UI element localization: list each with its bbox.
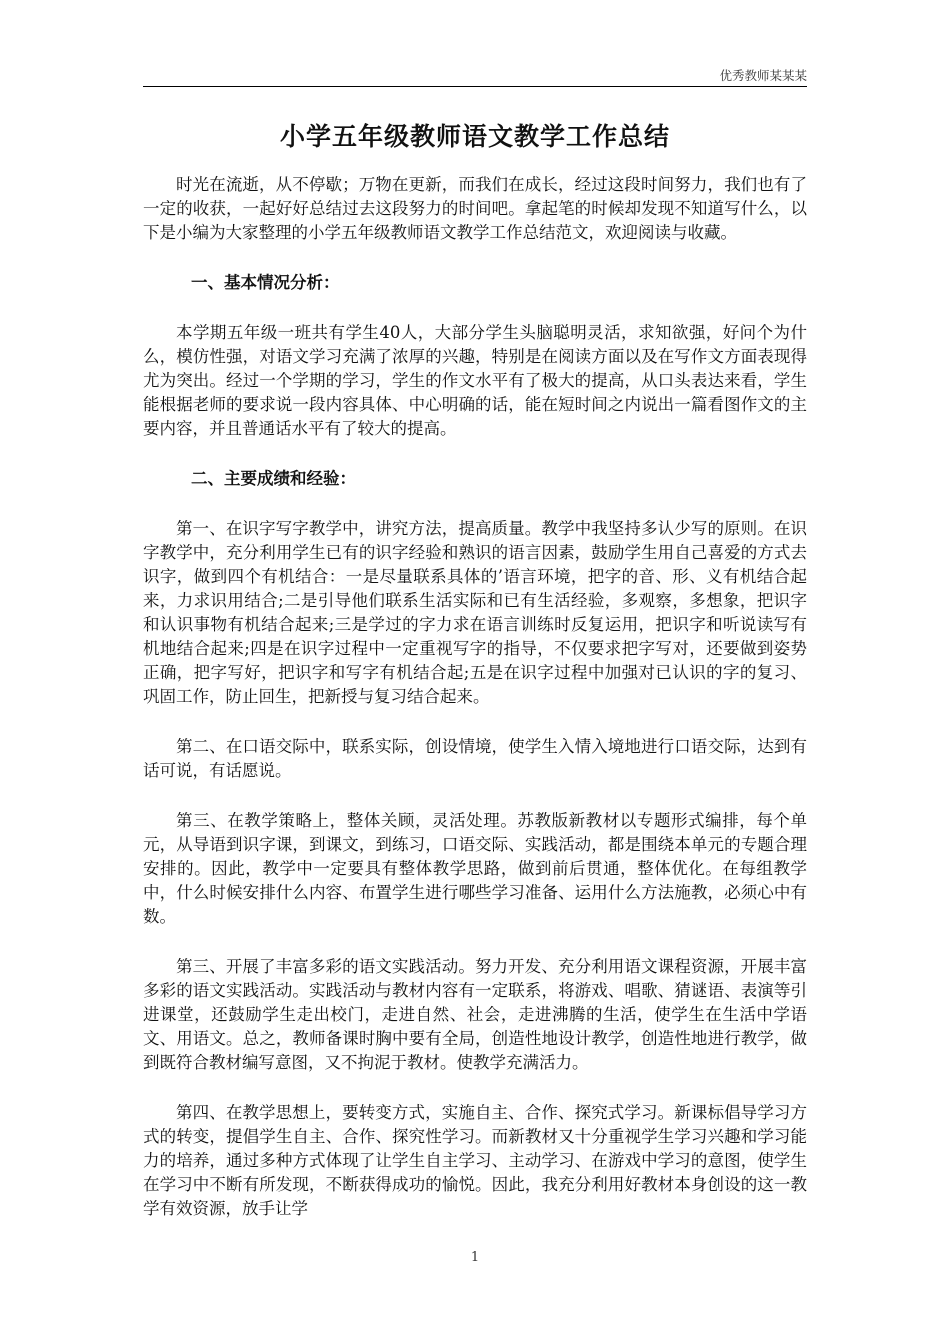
section-heading-achievements: 二、主要成绩和经验： [191,469,356,488]
achievement-paragraph-activities: 第三、开展了丰富多彩的语文实践活动。努力开发、充分利用语文课程资源，开展丰富多彩的语文实践活动。实践活动与教材内容有一定联系，将游戏、唱歌、猜谜语、表演等引进课堂，还鼓励学生走出校门，走进自然、社会，走进沸腾的生活，使学生在生活中学语文、用语文。总之，教师备课时胸中要有全局，创造性地设计教学，创造性地进行教学，做到既符合教材编写意图，又不拘泥于教材。使教学充满活力。 [143,957,807,1072]
page-number: 1 [470,1250,480,1265]
achievement-paragraph-learning-style: 第四、在教学思想上，要转变方式，实施自主、合作、探究式学习。新课标倡导学习方式的转变，提倡学生自主、合作、探究性学习。而新教材又十分重视学生学习兴趣和学习能力的培养，通过多种方式体现了让学生自主学习、主动学习、在游戏中学习的意图，使学生在学习中不断有所发现，不断获得成功的愉悦。因此，我充分利用好教材本身创设的这一教学有效资源，放手让学 [143,1103,807,1218]
document-title: 小学五年级教师语文教学工作总结 [279,122,670,151]
basic-analysis-paragraph: 本学期五年级一班共有学生40人，大部分学生头脑聪明灵活，求知欲强，好问个为什么，模仿性强，对语文学习充满了浓厚的兴趣，特别是在阅读方面以及在写作文方面表现得尤为突出。经过一个学期的学习，学生的作文水平有了极大的提高，从口头表达来看，学生能根据老师的要求说一段内容具体、中心明确的话，能在短时间之内说出一篇看图作文的主要内容，并且普通话水平有了较大的提高。 [143,323,807,438]
achievement-paragraph-literacy: 第一、在识字写字教学中，讲究方法，提高质量。教学中我坚持多认少写的原则。在识字教学中，充分利用学生已有的识字经验和熟识的语言因素，鼓励学生用自己喜爱的方式去识字，做到四个有机结合：一是尽量联系具体的’语言环境，把字的音、形、义有机结合起来，力求识用结合;二是引导他们联系生活实际和已有生活经验，多观察，多想象，把识字和认识事物有机结合起来;三是学过的字力求在语言训练时反复运用，把识字和听说读写有机地结合起来;四是在识字过程中一定重视写字的指导，不仅要求把字写对，还要做到姿势正确，把字写好，把识字和写字有机结合起;五是在识字过程中加强对已认识的字的复习、巩固工作，防止回生，把新授与复习结合起来。 [143,519,807,706]
section-heading-basic-analysis: 一、基本情况分析： [191,273,340,292]
document-body [143,173,807,1247]
page-header [143,62,807,87]
header-author: 优秀教师某某某 [719,68,807,83]
achievement-paragraph-oral: 第二、在口语交际中，联系实际，创设情境，使学生入情入境地进行口语交际，达到有话可说，有话愿说。 [143,737,807,780]
intro-paragraph: 时光在流逝，从不停歇；万物在更新，而我们在成长，经过这段时间努力，我们也有了一定的收获，一起好好总结过去这段努力的时间吧。拿起笔的时候却发现不知道写什么，以下是小编为大家整理的小学五年级教师语文教学工作总结范文，欢迎阅读与收藏。 [143,175,807,242]
achievement-paragraph-strategy: 第三、在教学策略上，整体关顾，灵活处理。苏教版新教材以专题形式编排，每个单元，从导语到识字课，到课文，到练习，口语交际、实践活动，都是围绕本单元的专题合理安排的。因此，教学中一定要具有整体教学思路，做到前后贯通，整体优化。在每组教学中，什么时候安排什么内容、布置学生进行哪些学习准备、运用什么方法施教，必须心中有数。 [143,811,807,926]
